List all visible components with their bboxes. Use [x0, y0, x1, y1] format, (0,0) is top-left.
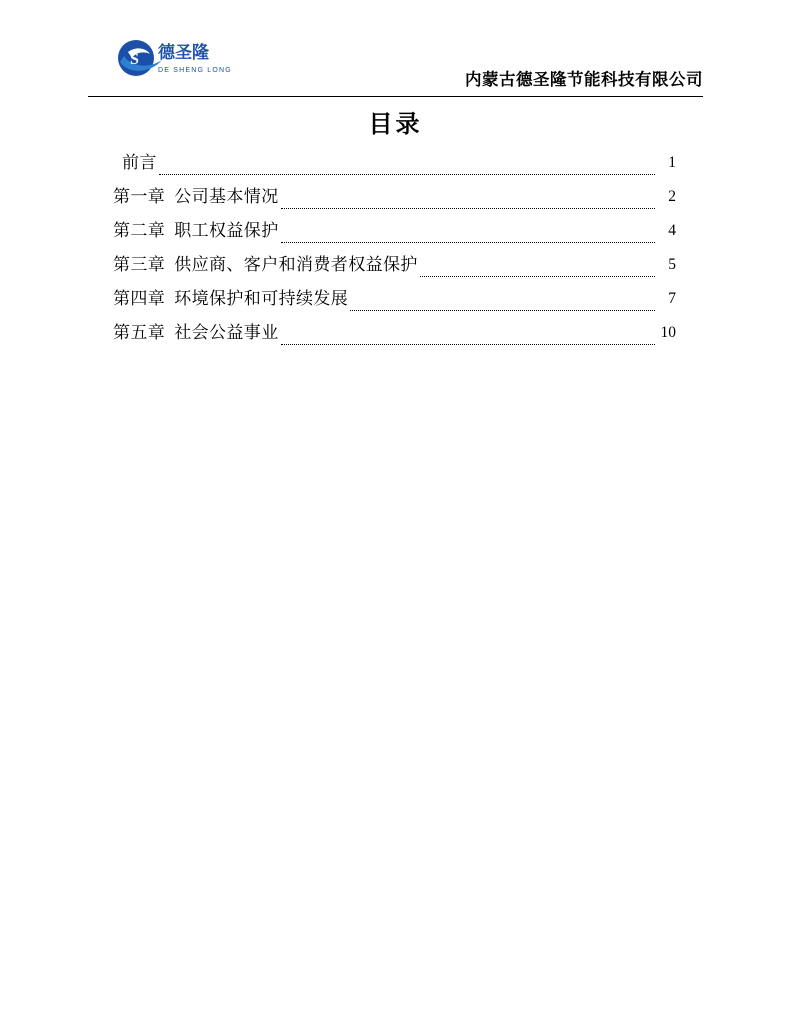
page-title: 目录 — [368, 112, 423, 138]
toc-entry-title: 公司基本情况 — [174, 187, 279, 206]
toc-leader-dots — [281, 207, 655, 209]
toc-entry[interactable] — [113, 214, 676, 248]
company-logo — [110, 34, 238, 86]
toc-entry-label — [113, 248, 418, 282]
svg-text:德圣隆: 德圣隆 — [158, 43, 209, 62]
toc-entry-chapter: 第二章 — [113, 221, 166, 240]
toc-entry-title: 环境保护和可持续发展 — [174, 289, 349, 308]
toc-entry-label — [113, 146, 157, 180]
header-company-name: 内蒙古德圣隆节能科技有限公司 — [465, 70, 703, 89]
document-header — [88, 34, 703, 96]
logo-icon — [110, 34, 238, 86]
svg-text:DE SHENG LONG: DE SHENG LONG — [158, 67, 232, 74]
toc-entry[interactable] — [113, 146, 676, 180]
toc-entry[interactable] — [113, 180, 676, 214]
toc-leader-dots — [281, 241, 655, 243]
toc-leader-dots — [350, 309, 655, 311]
toc-entry-chapter: 第三章 — [113, 255, 166, 274]
svg-text:S: S — [130, 51, 139, 68]
toc-entry[interactable] — [113, 316, 676, 350]
toc-entry-page: 4 — [668, 222, 676, 239]
toc-leader-dots — [159, 173, 655, 175]
toc-entry-title: 社会公益事业 — [174, 323, 279, 342]
toc-leader-dots — [420, 275, 655, 277]
toc-entry-title: 前言 — [122, 153, 157, 172]
toc-entry-title: 职工权益保护 — [174, 221, 279, 240]
toc-entry[interactable] — [113, 282, 676, 316]
toc-entry-page: 7 — [668, 290, 676, 307]
toc-entry-label — [113, 316, 279, 350]
toc-entry-label — [113, 180, 279, 214]
table-of-contents — [113, 146, 676, 350]
toc-entry-label — [113, 214, 279, 248]
toc-entry-chapter: 第一章 — [113, 187, 166, 206]
toc-entry-page: 10 — [660, 324, 676, 341]
toc-entry-page: 5 — [668, 256, 676, 273]
toc-entry-page: 1 — [668, 154, 676, 171]
toc-entry-chapter: 第五章 — [113, 323, 166, 342]
toc-leader-dots — [281, 343, 655, 345]
toc-entry-label — [113, 282, 348, 316]
toc-entry-page: 2 — [668, 188, 676, 205]
toc-entry-chapter: 第四章 — [113, 289, 166, 308]
header-divider — [88, 96, 703, 97]
toc-entry[interactable] — [113, 248, 676, 282]
toc-entry-title: 供应商、客户和消费者权益保护 — [174, 255, 418, 274]
